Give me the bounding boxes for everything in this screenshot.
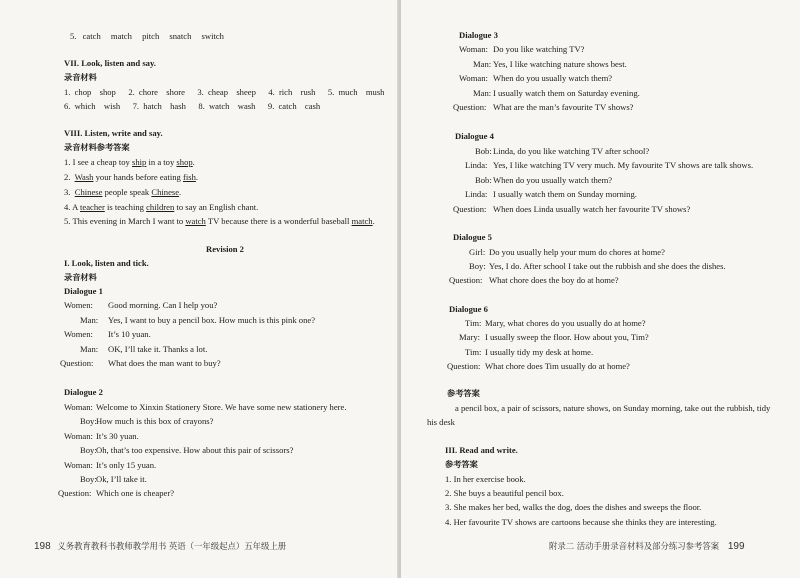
speaker: Tim: xyxy=(465,318,482,328)
line-text: Ok, I’ll take it. xyxy=(96,474,147,484)
line-text: It’s 10 yuan. xyxy=(108,329,151,339)
dialogue-title: Dialogue 1 xyxy=(64,286,103,296)
section-title: I. Look, listen and tick. xyxy=(64,258,149,268)
speaker: Boy: xyxy=(80,445,97,455)
sentence-1: 1. I see a cheap toy ship in a toy shop. xyxy=(64,157,195,167)
revision-heading: Revision 2 xyxy=(206,244,244,254)
line-text: What chore does Tim usually do at home? xyxy=(485,361,630,371)
line-text: I usually watch them on Saturday evening. xyxy=(493,88,640,98)
speaker: Question: xyxy=(447,361,481,371)
word: snatch xyxy=(169,31,192,41)
speaker: Woman: xyxy=(459,44,488,54)
line-text: Oh, that’s too expensive. How about this pair of scissors? xyxy=(96,445,294,455)
speaker: Man: xyxy=(80,344,99,354)
sentence-4: 4. A teacher is teaching children to say an English chant. xyxy=(64,202,259,212)
page-number: 199 xyxy=(727,541,745,552)
section-title: VII. Look, listen and say. xyxy=(64,58,156,68)
dialogue-title: Dialogue 4 xyxy=(455,131,494,141)
line-text: What chore does the boy do at home? xyxy=(489,275,619,285)
line-text: Yes, I like watching nature shows best. xyxy=(493,59,627,69)
dialogue-title: Dialogue 6 xyxy=(449,304,488,314)
speaker: Boy: xyxy=(80,474,97,484)
answer-line-2: his desk xyxy=(427,417,455,427)
speaker: Woman: xyxy=(64,460,93,470)
section-title: VIII. Listen, write and say. xyxy=(64,128,163,138)
phonics-row-2: 6. which wish 7. hatch hash 8. watch wash 9. catch cash xyxy=(64,101,321,111)
sentence-2: 2. Wash your hands before eating fish. xyxy=(64,172,199,182)
line-text: Do you usually help your mum do chores at home? xyxy=(489,247,665,257)
answer-line-1: a pencil box, a pair of scissors, nature shows, on Sunday morning, take out the rubbish, tidy xyxy=(455,403,771,413)
answer-item: 2. She buys a beautiful pencil box. xyxy=(445,488,564,498)
line-text: I usually watch them on Sunday morning. xyxy=(493,189,637,199)
word: catch xyxy=(82,31,101,41)
line-text: Good morning. Can I help you? xyxy=(108,300,218,310)
sentence-3: 3. Chinese people speak Chinese. xyxy=(64,187,182,197)
speaker: Question: xyxy=(453,204,487,214)
section-subtitle: 录音材料参考答案 xyxy=(64,142,130,152)
dialogue-title: Dialogue 3 xyxy=(459,30,498,40)
speaker: Man: xyxy=(473,88,492,98)
footer-title: 义务教育教科书教师教学用书 英语（一年级起点）五年级上册 xyxy=(57,541,287,551)
left-page xyxy=(0,0,399,578)
line-text: It’s only 15 yuan. xyxy=(96,460,157,470)
line-text: When do you usually watch them? xyxy=(493,73,613,83)
speaker: Question: xyxy=(58,488,92,498)
section-subtitle: 参考答案 xyxy=(445,459,478,469)
section-subtitle: 录音材料 xyxy=(64,272,97,282)
footer-title: 附录二 活动手册录音材料及部分练习参考答案 xyxy=(549,541,720,551)
speaker: Bob: xyxy=(475,146,492,156)
line-text: Yes, I want to buy a pencil box. How much is this pink one? xyxy=(108,315,316,325)
section-title: III. Read and write. xyxy=(445,445,518,455)
dialogue-title: Dialogue 5 xyxy=(453,232,492,242)
line-text: What does the man want to buy? xyxy=(108,358,221,368)
speaker: Boy: xyxy=(469,261,486,271)
answer-item: 3. She makes her bed, walks the dog, does the dishes and sweeps the floor. xyxy=(445,502,702,512)
word: match xyxy=(110,31,132,41)
line-text: When does Linda usually watch her favourite TV shows? xyxy=(493,204,691,214)
speaker: Linda: xyxy=(465,189,488,199)
speaker: Man: xyxy=(80,315,99,325)
answer-subtitle: 参考答案 xyxy=(447,388,480,398)
speaker: Boy: xyxy=(80,416,97,426)
speaker: Woman: xyxy=(64,431,93,441)
line-text: I usually sweep the floor. How about you, Tim? xyxy=(485,332,649,342)
speaker: Bob: xyxy=(475,175,492,185)
word: pitch xyxy=(142,31,160,41)
answer-item: 4. Her favourite TV shows are cartoons because she thinks they are interesting. xyxy=(445,517,717,527)
speaker: Man: xyxy=(473,59,492,69)
page-footer xyxy=(549,540,745,552)
line-text: It’s 30 yuan. xyxy=(96,431,139,441)
line-text: Welcome to Xinxin Stationery Store. We have some new stationery here. xyxy=(96,402,347,412)
page-footer xyxy=(34,540,286,552)
item-number: 5. xyxy=(70,31,77,41)
speaker: Women: xyxy=(64,300,93,310)
phonics-row-1: 1. chop shop 2. chore shore 3. cheap sheep 4. rich rush 5. much mush xyxy=(64,87,385,97)
speaker: Linda: xyxy=(465,160,488,170)
section-subtitle: 录音材料 xyxy=(64,72,97,82)
line-text: Which one is cheaper? xyxy=(96,488,175,498)
speaker: Girl: xyxy=(469,247,486,257)
line-text: Linda, do you like watching TV after school? xyxy=(493,146,650,156)
line-text: Mary, what chores do you usually do at home? xyxy=(485,318,646,328)
speaker: Question: xyxy=(60,358,94,368)
line-text: I usually tidy my desk at home. xyxy=(485,347,594,357)
line-text: OK, I’ll take it. Thanks a lot. xyxy=(108,344,208,354)
speaker: Tim: xyxy=(465,347,482,357)
speaker: Question: xyxy=(453,102,487,112)
answer-item: 1. In her exercise book. xyxy=(445,474,526,484)
line-text: What are the man’s favourite TV shows? xyxy=(493,102,634,112)
line-text: Yes, I like watching TV very much. My favourite TV shows are talk shows. xyxy=(493,160,754,170)
sentence-5: 5. This evening in March I want to watch TV because there is a wonderful baseball match. xyxy=(64,216,375,226)
speaker: Women: xyxy=(64,329,93,339)
word: switch xyxy=(201,31,224,41)
speaker: Woman: xyxy=(64,402,93,412)
line-text: Yes, I do. After school I take out the rubbish and she does the dishes. xyxy=(489,261,726,271)
right-page xyxy=(401,0,800,578)
speaker: Question: xyxy=(449,275,483,285)
speaker: Mary: xyxy=(459,332,481,342)
s5-word-row xyxy=(70,31,224,42)
dialogue-title: Dialogue 2 xyxy=(64,387,103,397)
line-text: Do you like watching TV? xyxy=(493,44,585,54)
page-number: 198 xyxy=(34,541,51,552)
line-text: When do you usually watch them? xyxy=(493,175,613,185)
speaker: Woman: xyxy=(459,73,488,83)
line-text: How much is this box of crayons? xyxy=(96,416,214,426)
